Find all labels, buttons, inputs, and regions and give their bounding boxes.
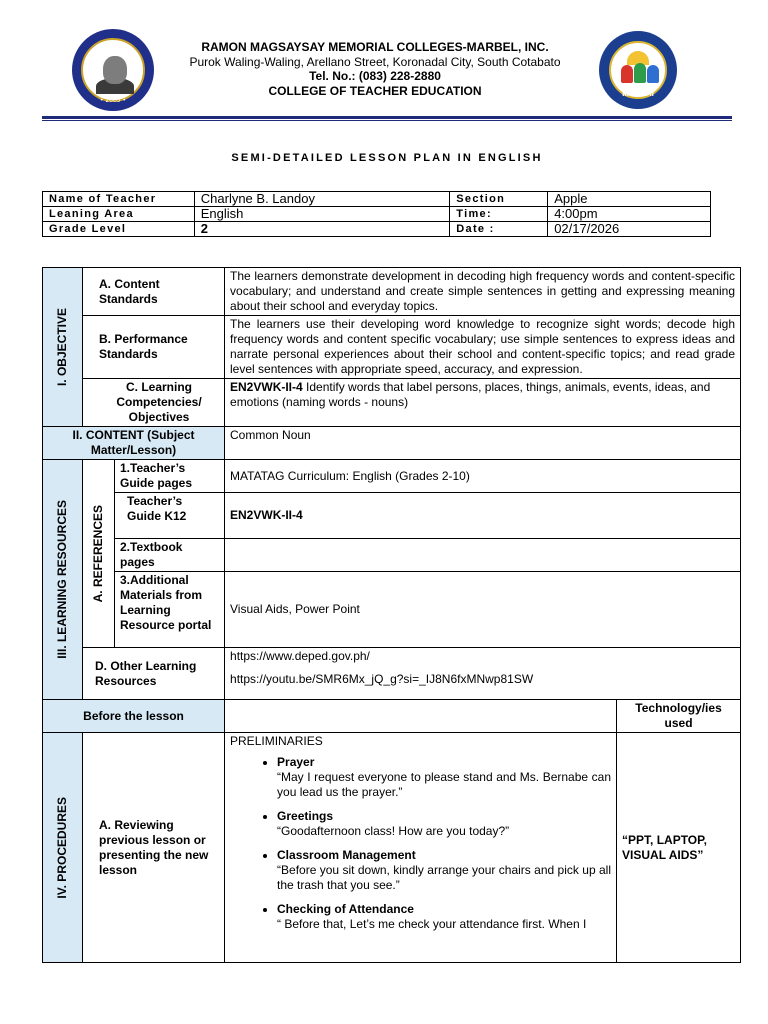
other-resources-cell	[225, 648, 741, 700]
content-standards-label: A. Content Standards	[83, 268, 225, 316]
teacher-label: Name of Teacher	[43, 192, 195, 207]
item-title: Checking of Attendance	[277, 902, 414, 916]
preliminaries-heading: PRELIMINARIES	[230, 734, 323, 748]
technology-label: Technology/ies used	[617, 700, 741, 733]
lesson-plan-table	[42, 267, 741, 963]
item-text: “Before you sit down, kindly arrange your chairs and pick up all the trash that you see.”	[277, 863, 612, 892]
competency-text: Identify words that label persons, places, things, animals, events, ideas, and emotions (naming words - nouns)	[230, 380, 711, 409]
preliminaries-list	[230, 755, 611, 932]
list-item	[277, 755, 611, 800]
resource-link-deped[interactable]: https://www.deped.gov.ph/	[230, 649, 370, 663]
time-value: 4:00pm	[548, 207, 711, 222]
table-row	[43, 316, 741, 379]
list-item	[277, 848, 611, 893]
technology-used-value: “PPT, LAPTOP, VISUAL AIDS”	[617, 733, 741, 963]
section-value: Apple	[548, 192, 711, 207]
list-item	[277, 809, 611, 839]
item-title: Classroom Management	[277, 848, 416, 862]
child-figure-green	[634, 63, 646, 83]
item-title: Greetings	[277, 809, 334, 823]
college-name: COLLEGE OF TEACHER EDUCATION	[268, 84, 482, 98]
school-name: RAMON MAGSAYSAY MEMORIAL COLLEGES-MARBEL, INC.	[201, 40, 549, 54]
review-lesson-label: A. Reviewing previous lesson or presenting the new lesson	[83, 733, 225, 963]
table-row	[43, 379, 741, 427]
section-label: Section	[450, 192, 548, 207]
k12-guide-label: Teacher’s Guide K12	[115, 493, 225, 539]
competency-code: EN2VWK-II-4	[230, 380, 303, 394]
content-standards-text: The learners demonstrate development in decoding high frequency words and content-specific vocabulary; and understand and create simple sentences in getting and expressing meaning about their school and everyday topics.	[225, 268, 741, 316]
header-divider-thin	[42, 120, 732, 121]
before-lesson-label: Before the lesson	[43, 700, 225, 733]
objective-heading: I. OBJECTIVE	[55, 307, 69, 387]
performance-standards-text: The learners use their developing word knowledge to recognize sight words; decode high frequency words and content specific vocabulary; use simple sentences to express ideas and narrate personal experiences about their school and content-specific topics; and read grade level sentences with appropriate speed, accuracy, and expression.	[225, 316, 741, 379]
competencies-cell	[225, 379, 741, 427]
table-row	[43, 539, 741, 572]
textbook-label: 2.Textbook pages	[115, 539, 225, 572]
area-value: English	[194, 207, 450, 222]
table-row	[43, 222, 711, 237]
logo-caption: RMMC-MI	[622, 91, 654, 98]
table-row	[43, 192, 711, 207]
before-lesson-blank	[225, 700, 617, 733]
child-figure-blue	[647, 65, 659, 83]
document-title: SEMI-DETAILED LESSON PLAN IN ENGLISH	[231, 152, 543, 164]
content-label: II. CONTENT (Subject Matter/Lesson)	[43, 427, 225, 460]
school-telephone: Tel. No.: (083) 228-2880	[309, 69, 441, 83]
list-item	[277, 902, 611, 932]
college-seal-logo	[72, 29, 154, 111]
table-row	[43, 460, 741, 493]
performance-standards-label: B. Performance Standards	[83, 316, 225, 379]
portrait-face	[103, 56, 127, 84]
k12-guide-value: EN2VWK-II-4	[225, 493, 741, 539]
table-row	[43, 268, 741, 316]
teacher-info-table	[42, 191, 711, 237]
item-text: “May I request everyone to please stand and Ms. Bernabe can you lead us the prayer.”	[277, 770, 612, 799]
table-row	[43, 733, 741, 963]
resources-heading: III. LEARNING RESOURCES	[55, 500, 69, 659]
teacher-education-logo	[599, 31, 677, 109]
table-row	[43, 572, 741, 648]
teacher-value: Charlyne B. Landoy	[194, 192, 450, 207]
seal-ring	[81, 38, 145, 102]
table-row	[43, 648, 741, 700]
resource-link-youtube[interactable]: https://youtu.be/SMR6Mx_jQ_g?si=_IJ8N6fxMNwp81SW	[230, 672, 534, 686]
header-divider-thick	[42, 116, 732, 119]
seal-year: • 2005 •	[99, 97, 127, 104]
item-text: “Goodafternoon class! How are you today?”	[277, 824, 510, 838]
teachers-guide-value: MATATAG Curriculum: English (Grades 2-10)	[225, 460, 741, 493]
content-value: Common Noun	[225, 427, 741, 460]
other-resources-label: D. Other Learning Resources	[83, 648, 225, 700]
additional-materials-value: Visual Aids, Power Point	[225, 572, 741, 648]
area-label: Leaning Area	[43, 207, 195, 222]
time-label: Time:	[450, 207, 548, 222]
table-row	[43, 700, 741, 733]
table-row	[43, 207, 711, 222]
item-text: “ Before that, Let’s me check your attendance first. When I	[277, 917, 587, 931]
date-label: Date :	[450, 222, 548, 237]
date-value: 02/17/2026	[548, 222, 711, 237]
resources-heading-cell	[43, 460, 83, 700]
procedures-heading: IV. PROCEDURES	[55, 796, 69, 899]
references-heading: A. REFERENCES	[91, 504, 105, 603]
table-row	[43, 427, 741, 460]
item-title: Prayer	[277, 755, 315, 769]
teachers-guide-label: 1.Teacher’s Guide pages	[115, 460, 225, 493]
preliminaries-cell	[225, 733, 617, 963]
references-heading-cell	[83, 460, 115, 648]
grade-label: Grade Level	[43, 222, 195, 237]
school-address: Purok Waling-Waling, Arellano Street, Koronadal City, South Cotabato	[189, 55, 561, 69]
procedures-heading-cell	[43, 733, 83, 963]
grade-value: 2	[194, 222, 450, 237]
additional-materials-label: 3.Additional Materials from Learning Resource portal	[115, 572, 225, 648]
objective-heading-cell	[43, 268, 83, 427]
table-row	[43, 493, 741, 539]
competencies-label: C. Learning Competencies/ Objectives	[83, 379, 225, 427]
child-figure-red	[621, 65, 633, 83]
textbook-value	[225, 539, 741, 572]
